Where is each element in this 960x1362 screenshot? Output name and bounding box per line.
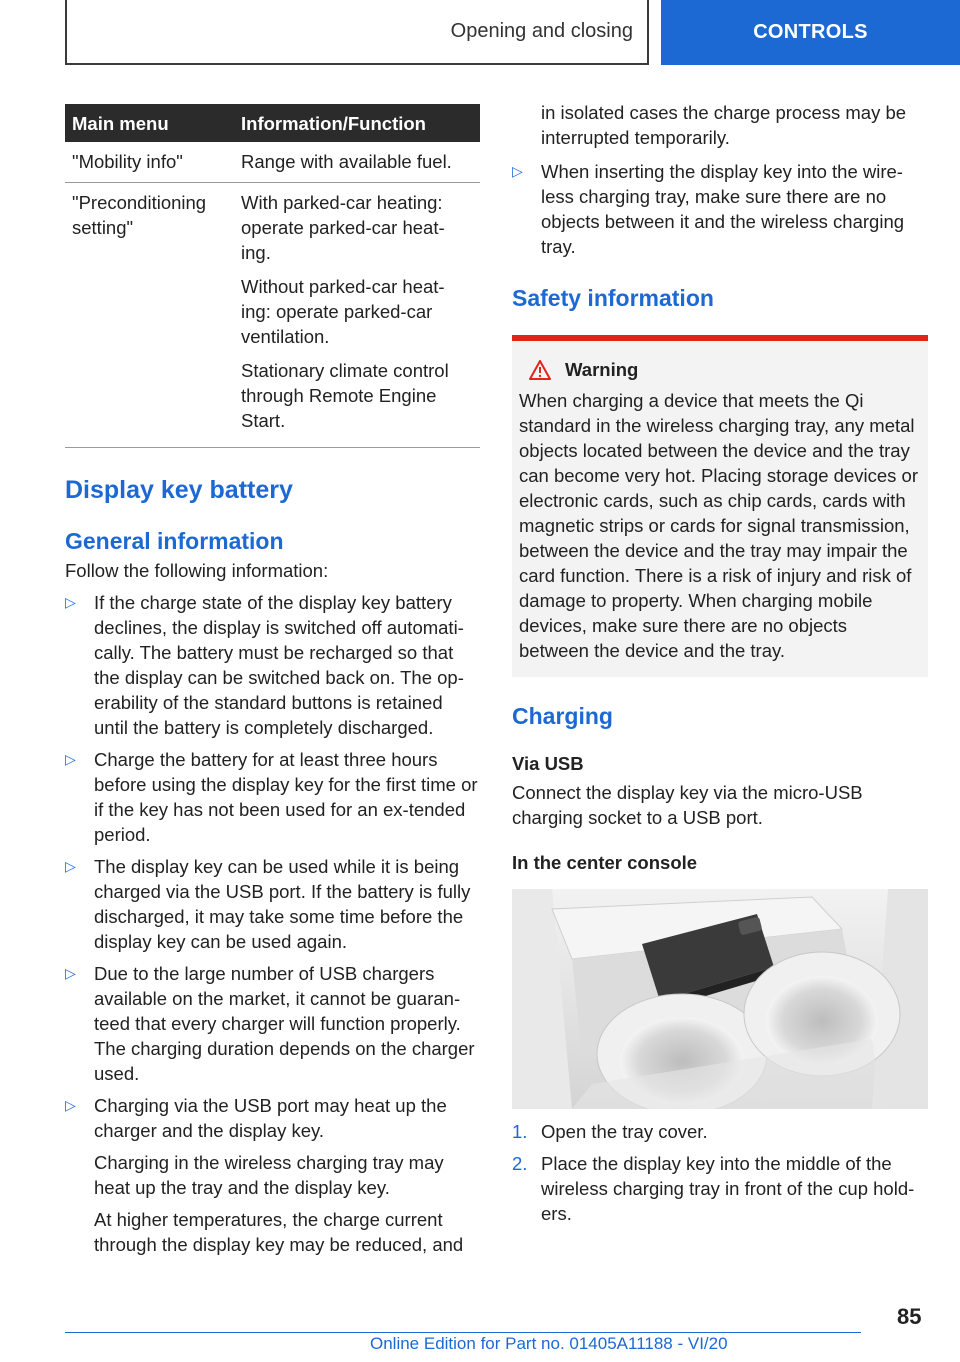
list-item: ▷ Due to the large number of USB chargers available on the market, it cannot be guaran-teed that every charger will function properly. The charging duration depends on the charger used. [65,963,475,1084]
usb-text: Connect the display key via the micro-USB charging socket to a USB port. [512,782,863,828]
table-row [65,183,480,448]
triangle-right-icon: ▷ [512,163,523,179]
warning-title: Warning [519,357,921,382]
subheading-safety-information: Safety information [512,285,714,311]
footer-edition-text: Online Edition for Part no. 01405A11188 - VI/20 [370,1334,728,1353]
table-cell-menu: "Preconditioning setting" [65,183,234,448]
warning-box [512,335,928,677]
menu-table [65,104,480,448]
triangle-right-icon: ▷ [65,594,76,610]
warning-triangle-icon [529,360,551,380]
right-column [512,100,928,1226]
center-console-illustration [512,889,928,1109]
table-header-row [65,104,480,142]
table-cell-text: Range with available fuel. [241,151,452,172]
table-cell-text: Without parked-car heat-ing: operate parked-car ventilation. [241,276,445,347]
table-cell-info [234,142,480,183]
table-cell-text: Stationary climate control through Remote Engine Start. [241,360,449,431]
triangle-right-icon: ▷ [65,858,76,874]
battery-info-list [65,590,480,1257]
table-cell-info [234,183,480,448]
step-number: 2. [512,1153,528,1174]
center-console-photo [512,889,928,1109]
subheading-center-console: In the center console [512,852,698,873]
list-item: 2. Place the display key into the middle of the wireless charging tray in front of the cup hold-ers. [512,1153,915,1224]
header-section-box [65,0,649,65]
intro-text: Follow the following information: [65,560,329,581]
section-heading-display-key-battery: Display key battery [65,476,293,504]
list-item: ▷ The display key can be used while it is being charged via the USB port. If the battery is fully discharged, it may take some time before the display key can be used again. [65,856,471,952]
list-item: ▷ Charging via the USB port may heat up the charger and the display key. Charging in the wireless charging tray may heat up the tray and the display key. At higher temperatures, the charge current through the display key may be reduced, and [65,1095,464,1255]
triangle-right-icon: ▷ [65,965,76,981]
list-item: 1. Open the tray cover. [512,1121,708,1142]
table-header-main-menu: Main menu [65,104,234,142]
list-item: ▷ Charge the battery for at least three hours before using the display key for the first time or if the key has not been used for an ex-tended period. [65,749,478,845]
footer-divider [65,1332,861,1333]
charging-steps-list [512,1119,928,1226]
subheading-general-information: General information [65,528,284,554]
table-cell-menu: "Mobility info" [65,142,234,183]
list-item: ▷ When inserting the display key into the wire-less charging tray, make sure there are no objects between it and the wireless charging tray. [512,161,905,257]
table-row [65,142,480,183]
triangle-right-icon: ▷ [65,751,76,767]
warning-text: When charging a device that meets the Qi standard in the wireless charging tray, any metal objects located between the device and the tray can become very hot. Placing storage devices or electronic cards, such as chip cards, cards with magnetic strips or cards for signal transmission, between the device and the tray may impair the card function. There is a risk of injury and risk of damage to property. When charging mobile devices, make sure there are no objects between the device and the tray. [519,390,918,661]
header-chapter-tab [661,0,960,65]
subheading-charging: Charging [512,703,613,729]
tray-info-list [512,159,928,259]
table-header-information: Information/Function [234,104,480,142]
header-section-title: Opening and closing [450,20,633,42]
table-cell-text: With parked-car heating: operate parked-car heat-ing. [241,192,445,263]
page-number: 85 [897,1304,922,1329]
step-number: 1. [512,1121,528,1142]
subheading-via-usb: Via USB [512,753,584,774]
left-column [65,104,480,1257]
header-chapter-title: CONTROLS [753,21,868,43]
list-item: ▷ If the charge state of the display key battery declines, the display is switched off automati-cally. The battery must be recharged so that the display can be switched back on. The op-erability of the standard buttons is retained until the battery is completely discharged. [65,592,464,738]
triangle-right-icon: ▷ [65,1097,76,1113]
continued-text: in isolated cases the charge process may be interrupted temporarily. [541,102,907,148]
